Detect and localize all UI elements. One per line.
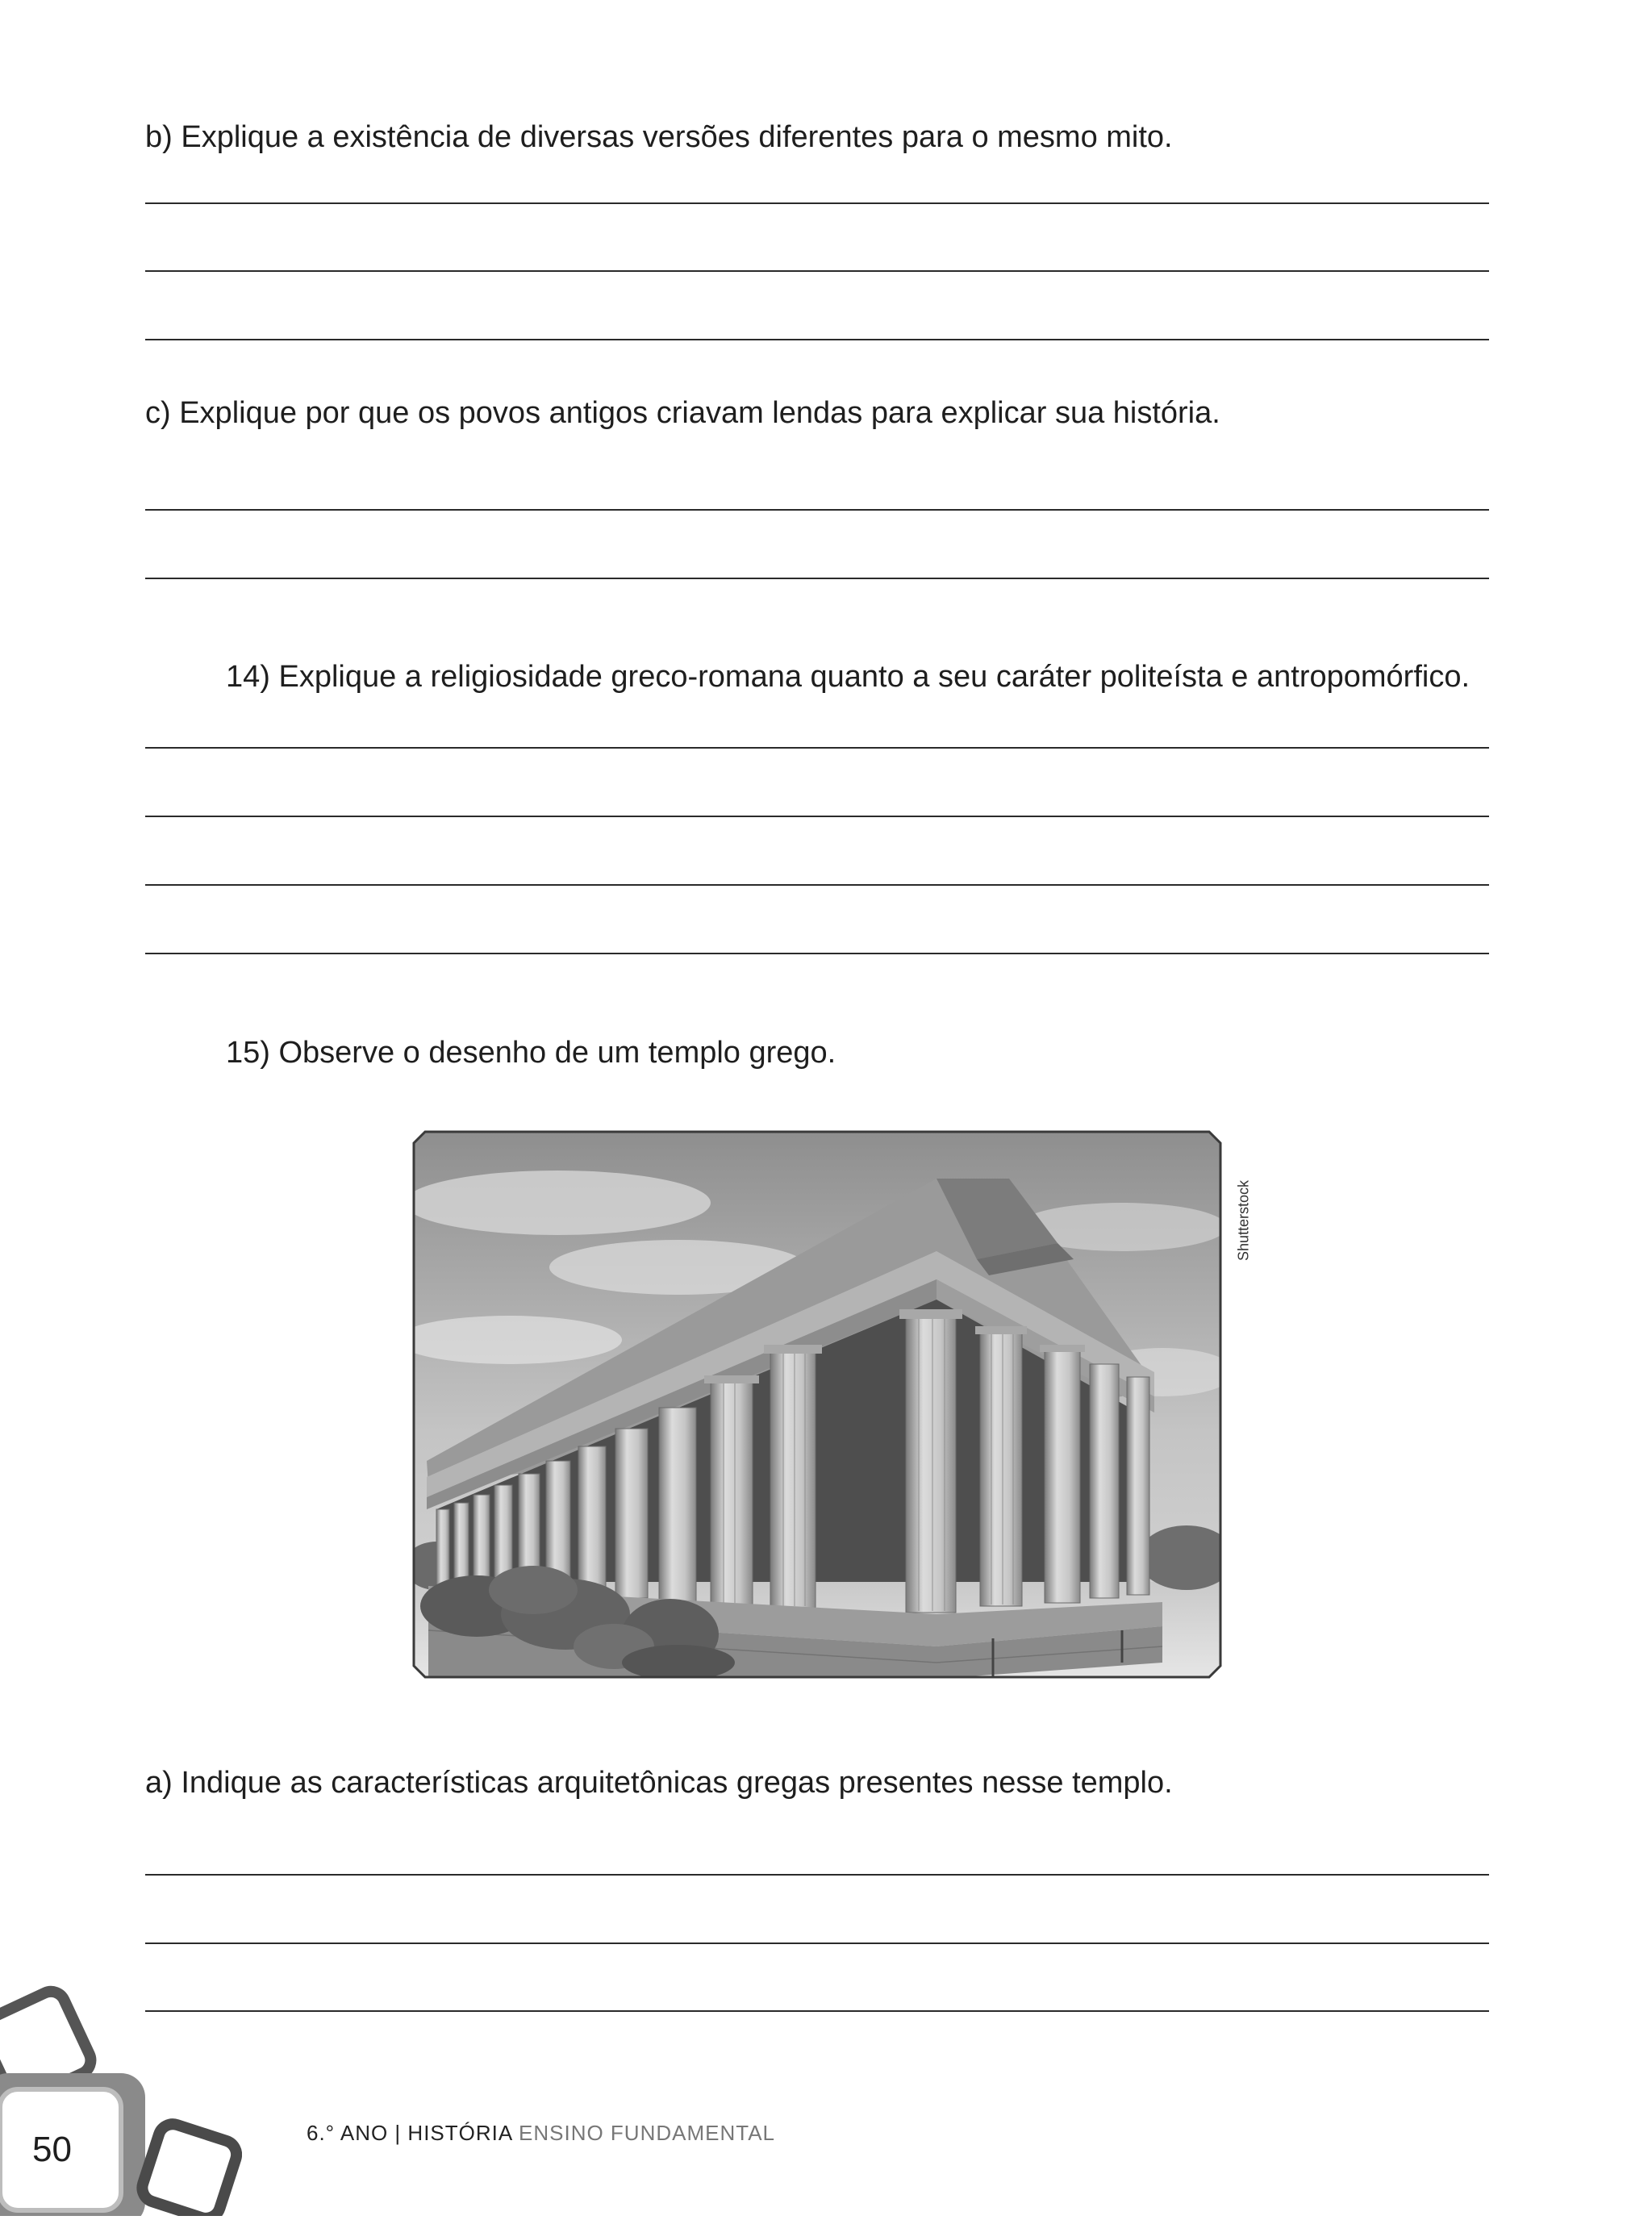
footer-level: ENSINO FUNDAMENTAL <box>519 2121 776 2145</box>
answer-line[interactable] <box>145 270 1489 272</box>
footer <box>307 2121 775 2146</box>
answer-line[interactable] <box>145 953 1489 954</box>
answer-line[interactable] <box>145 578 1489 579</box>
answer-line[interactable] <box>145 747 1489 749</box>
question-a: a) Indique as características arquitetônicas gregas presentes nesse templo. <box>145 1766 1173 1800</box>
answer-line[interactable] <box>145 816 1489 817</box>
question-14: 14) Explique a religiosidade greco-romana quanto a seu caráter politeísta e antropomórfico. <box>226 660 1471 694</box>
question-c: c) Explique por que os povos antigos criavam lendas para explicar sua história. <box>145 396 1220 430</box>
answer-line[interactable] <box>145 1942 1489 1944</box>
answer-line[interactable] <box>145 202 1489 204</box>
greek-temple-photo <box>412 1130 1222 1679</box>
answer-line[interactable] <box>145 884 1489 886</box>
question-15: 15) Observe o desenho de um templo grego. <box>226 1036 836 1070</box>
answer-line[interactable] <box>145 339 1489 340</box>
answer-line[interactable] <box>145 1874 1489 1876</box>
answer-line[interactable] <box>145 509 1489 511</box>
photo-credit: Shutterstock <box>1235 1179 1252 1262</box>
page-number: 50 <box>32 2130 72 2169</box>
corner-decoration <box>0 1984 242 2216</box>
footer-grade-subject: 6.° ANO | HISTÓRIA <box>307 2121 512 2145</box>
question-b: b) Explique a existência de diversas versões diferentes para o mesmo mito. <box>145 120 1173 154</box>
answer-line[interactable] <box>145 2010 1489 2012</box>
